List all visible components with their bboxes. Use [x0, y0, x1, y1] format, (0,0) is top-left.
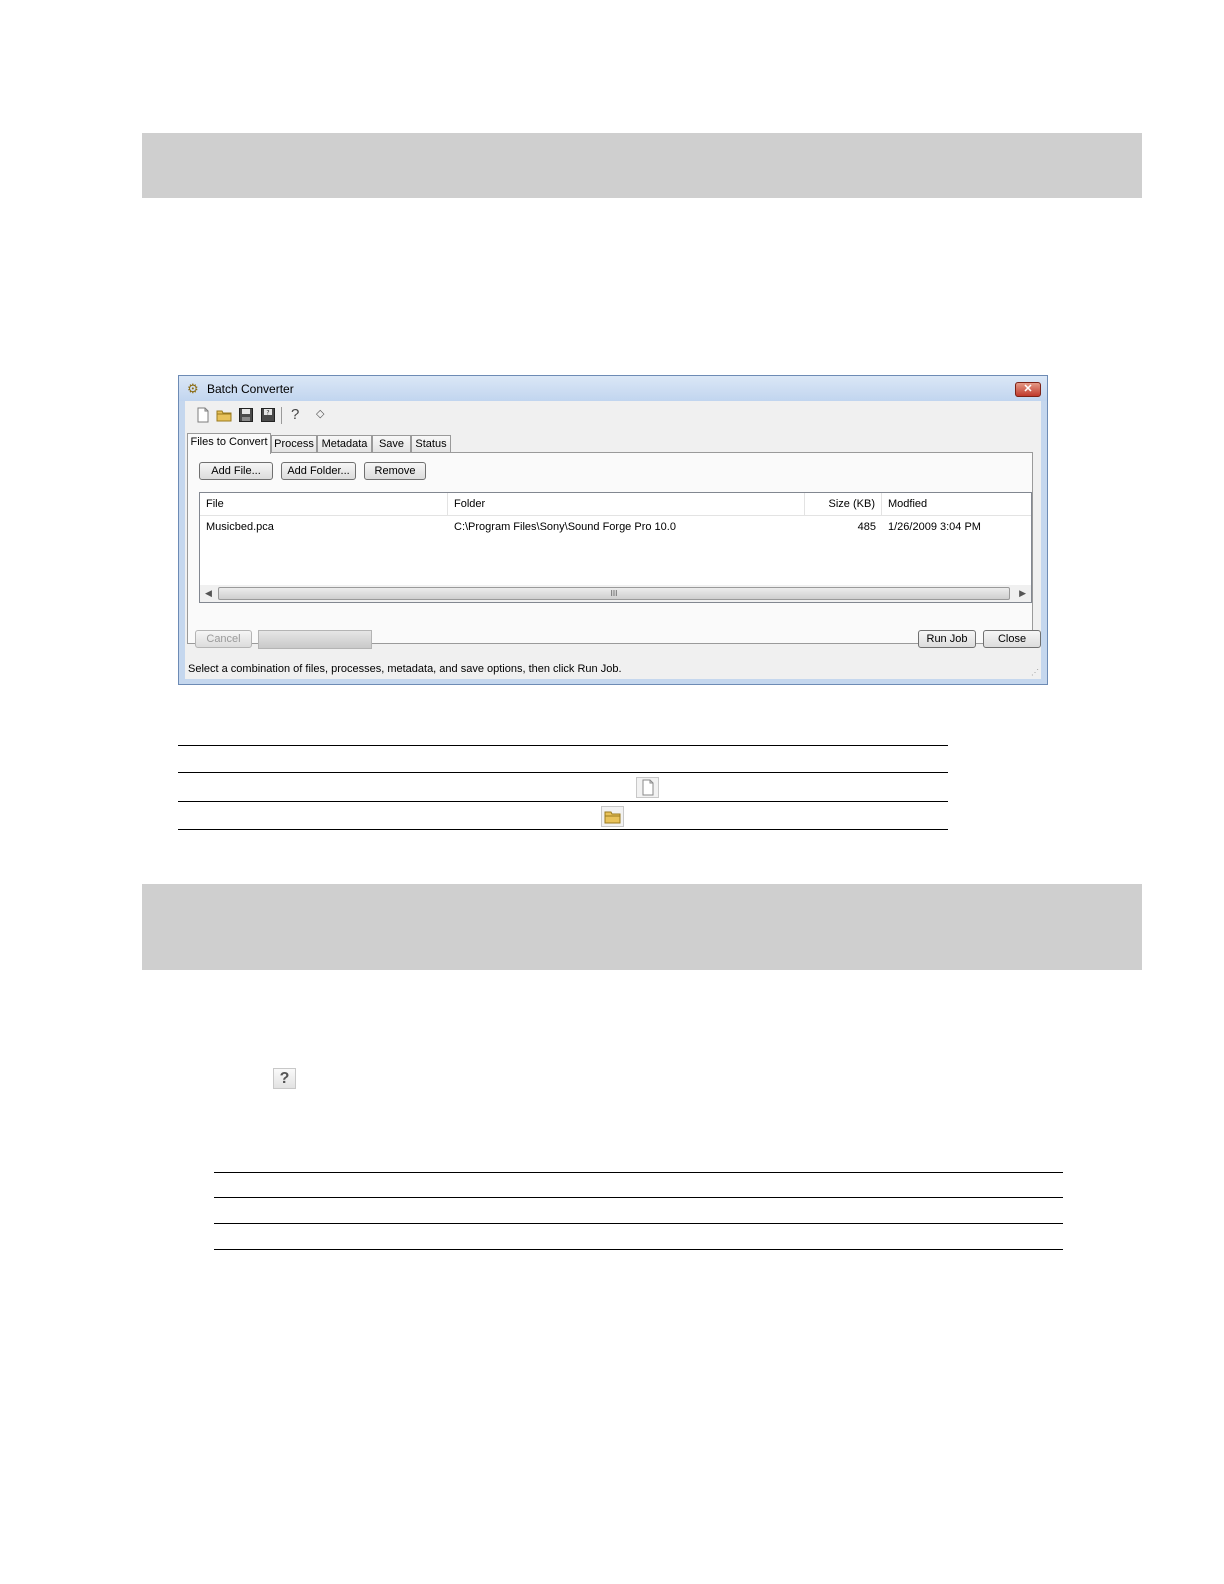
size-cell: 485: [857, 521, 876, 533]
column-header-file[interactable]: File: [200, 493, 448, 515]
run-job-button[interactable]: Run Job: [918, 630, 976, 648]
table-rule: [178, 829, 948, 830]
table-rule: [214, 1223, 1063, 1224]
add-folder-button[interactable]: Add Folder...: [281, 462, 356, 480]
app-gear-icon: ⚙: [187, 381, 199, 396]
tab-save[interactable]: Save: [372, 435, 411, 452]
close-button[interactable]: Close: [983, 630, 1041, 648]
cancel-button[interactable]: Cancel: [195, 630, 252, 648]
horizontal-scrollbar[interactable]: [200, 585, 1031, 602]
scrollbar-thumb[interactable]: III: [218, 587, 1010, 600]
tab-process[interactable]: Process: [271, 435, 317, 452]
save-as-icon[interactable]: [260, 407, 276, 423]
close-window-button[interactable]: ✕: [1015, 382, 1041, 397]
help-icon: ?: [273, 1068, 296, 1089]
open-folder-icon: [601, 806, 624, 827]
new-document-icon[interactable]: [195, 407, 211, 423]
save-icon[interactable]: [238, 407, 254, 423]
table-rule: [214, 1197, 1063, 1198]
column-header-size[interactable]: Size (KB): [805, 493, 882, 515]
header-divider: [200, 515, 1031, 516]
status-bar-text: Select a combination of files, processes, metadata, and save options, then click Run Job.: [188, 663, 622, 675]
table-rule: [214, 1172, 1063, 1173]
section-heading-band: [142, 884, 1142, 970]
files-to-convert-panel: [187, 452, 1033, 644]
table-rule: [178, 772, 948, 773]
add-file-button[interactable]: Add File...: [199, 462, 273, 480]
svg-text:?: ?: [266, 409, 270, 417]
tab-metadata[interactable]: Metadata: [317, 435, 372, 452]
folder-cell: C:\Program Files\Sony\Sound Forge Pro 10.0: [454, 521, 676, 533]
scroll-right-arrow-icon[interactable]: ▶: [1019, 588, 1026, 598]
window-client-area: [185, 401, 1041, 679]
files-list[interactable]: [199, 492, 1032, 603]
file-name-cell: Musicbed.pca: [206, 521, 274, 533]
batch-converter-window: [178, 375, 1048, 685]
window-title: Batch Converter: [207, 382, 294, 396]
tab-files-to-convert[interactable]: Files to Convert: [187, 433, 271, 454]
toolbar-separator: [281, 407, 282, 424]
title-bar: [179, 376, 1047, 401]
table-rule: [178, 745, 948, 746]
new-document-icon: [636, 777, 659, 798]
table-rule: [214, 1249, 1063, 1250]
scroll-left-arrow-icon[interactable]: ◀: [205, 588, 212, 598]
remove-button[interactable]: Remove: [364, 462, 426, 480]
modified-cell: 1/26/2009 3:04 PM: [888, 521, 981, 533]
table-rule: [178, 801, 948, 802]
progress-bar: [258, 630, 372, 649]
tab-status[interactable]: Status: [411, 435, 451, 452]
resize-grip-icon[interactable]: ⋰: [1031, 668, 1039, 677]
section-heading-band: [142, 133, 1142, 198]
column-header-folder[interactable]: Folder: [448, 493, 805, 515]
help-icon[interactable]: ?: [291, 406, 300, 423]
column-header-modified[interactable]: Modfied: [888, 498, 928, 510]
open-folder-icon[interactable]: [216, 407, 232, 423]
whats-this-icon[interactable]: ◇: [316, 408, 325, 420]
